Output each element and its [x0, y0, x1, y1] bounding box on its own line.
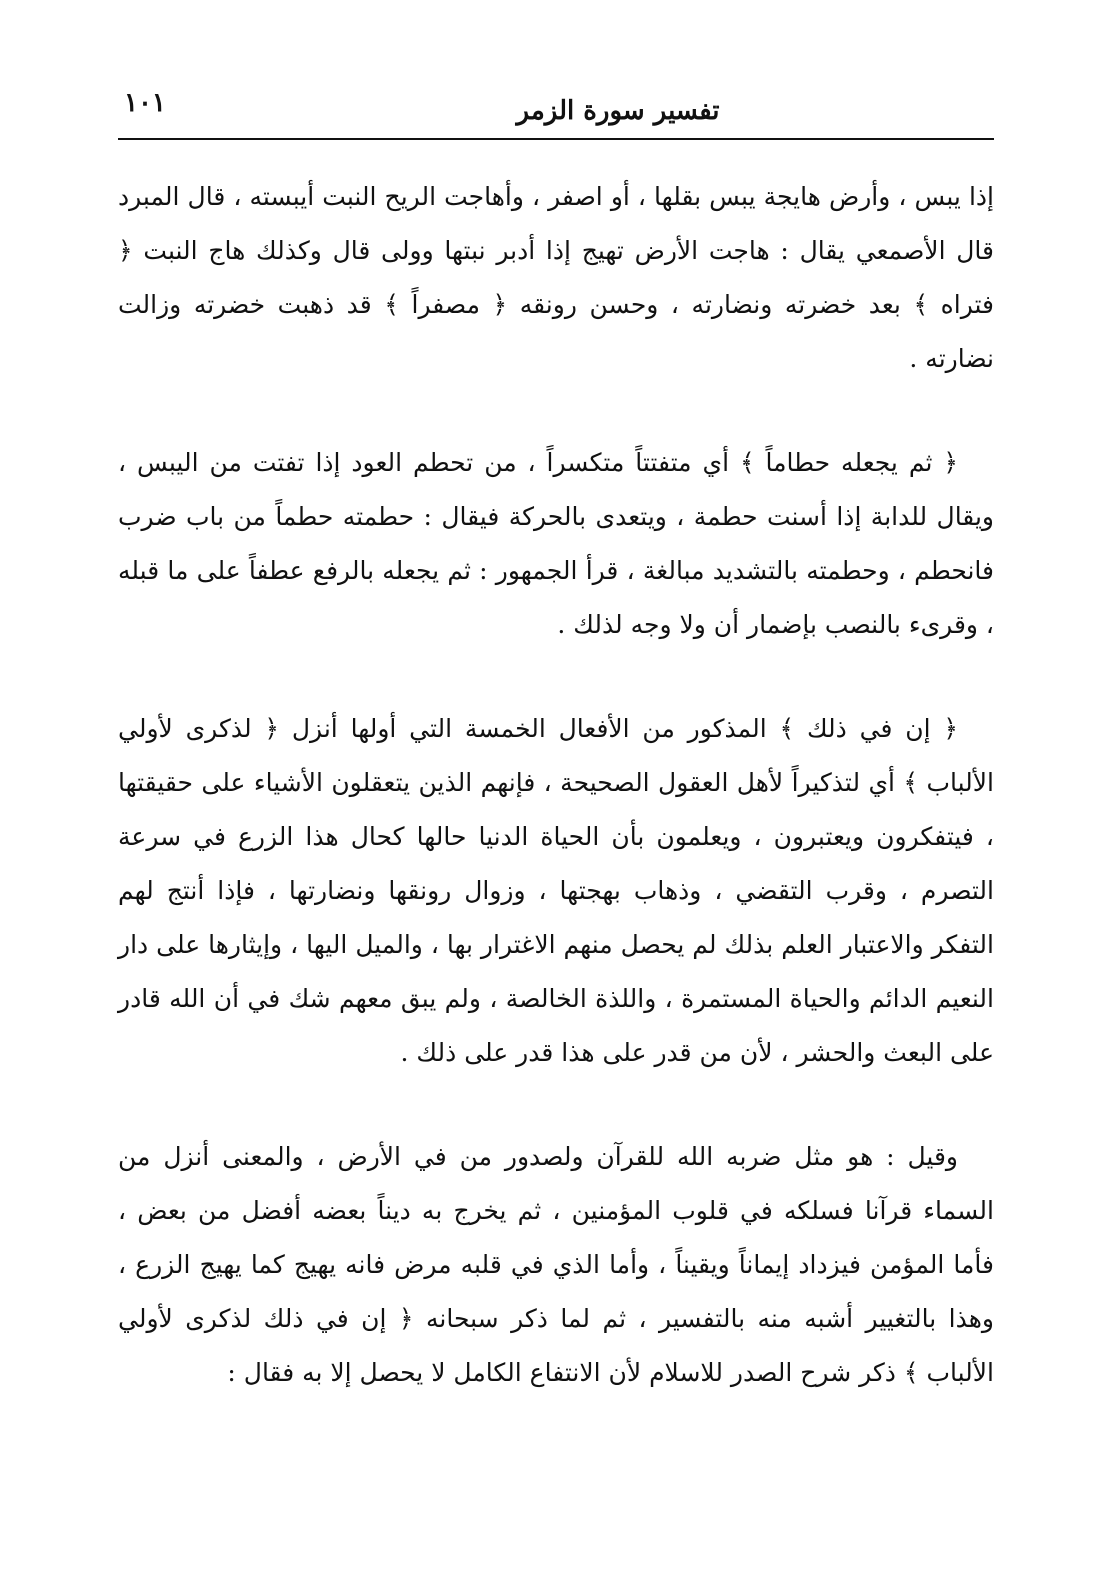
page-header — [118, 82, 994, 140]
paragraph: وقيل : هو مثل ضربه الله للقرآن ولصدور من في الأرض ، والمعنى أنزل من السماء قرآنا فسلكه في قلوب المؤمنين ، ثم يخرج به ديناً بعضه أفضل من بعض ، فأما المؤمن فيزداد إيماناً ويقيناً ، وأما الذي في قلبه مرض فانه يهيج كما يهيج الزرع ، وهذا بالتغيير أشبه منه بالتفسير ، ثم لما ذكر سبحانه ﴿ إن في ذلك لذكرى لأولي الألباب ﴾ ذكر شرح الصدر للاسلام لأن الانتفاع الكامل لا يحصل إلا به فقال : — [118, 1142, 994, 1387]
page-number: ١٠١ — [124, 88, 166, 118]
running-title: تفسير سورة الزمر — [516, 96, 720, 126]
paragraph: ﴿ ثم يجعله حطاماً ﴾ أي متفتتاً متكسراً ، من تحطم العود إذا تفتت من اليبس ، ويقال للدابة إذا أسنت حطمة ، ويتعدى بالحركة فيقال : حطمته حطماً من باب ضرب فانحطم ، وحطمته بالتشديد مبالغة ، قرأ الجمهور : ثم يجعله بالرفع عطفاً على ما قبله ، وقرىء بالنصب بإضمار أن ولا وجه لذلك . — [118, 448, 994, 639]
body-text — [118, 170, 994, 1400]
paragraph: ﴿ إن في ذلك ﴾ المذكور من الأفعال الخمسة التي أولها أنزل ﴿ لذكرى لأولي الألباب ﴾ أي لتذكيراً لأهل العقول الصحيحة ، فإنهم الذين يتعقلون الأشياء على حقيقتها ، فيتفكرون ويعتبرون ، ويعلمون بأن الحياة الدنيا حالها كحال هذا الزرع في سرعة التصرم ، وقرب التقضي ، وذهاب بهجتها ، وزوال رونقها ونضارتها ، فإذا أنتج لهم التفكر والاعتبار العلم بذلك لم يحصل منهم الاغترار بها ، والميل اليها ، وإيثارها على دار النعيم الدائم والحياة المستمرة ، واللذة الخالصة ، ولم يبق معهم شك في أن الله قادر على البعث والحشر ، لأن من قدر على هذا قدر على ذلك . — [118, 714, 994, 1067]
paragraph: إذا يبس ، وأرض هايجة يبس بقلها ، أو اصفر ، وأهاجت الريح النبت أيبسته ، قال المبرد قال الأصمعي يقال : هاجت الأرض تهيج إذا أدبر نبتها وولى قال وكذلك هاج النبت ﴿ فتراه ﴾ بعد خضرته ونضارته ، وحسن رونقه ﴿ مصفراً ﴾ قد ذهبت خضرته وزالت نضارته . — [118, 182, 994, 373]
